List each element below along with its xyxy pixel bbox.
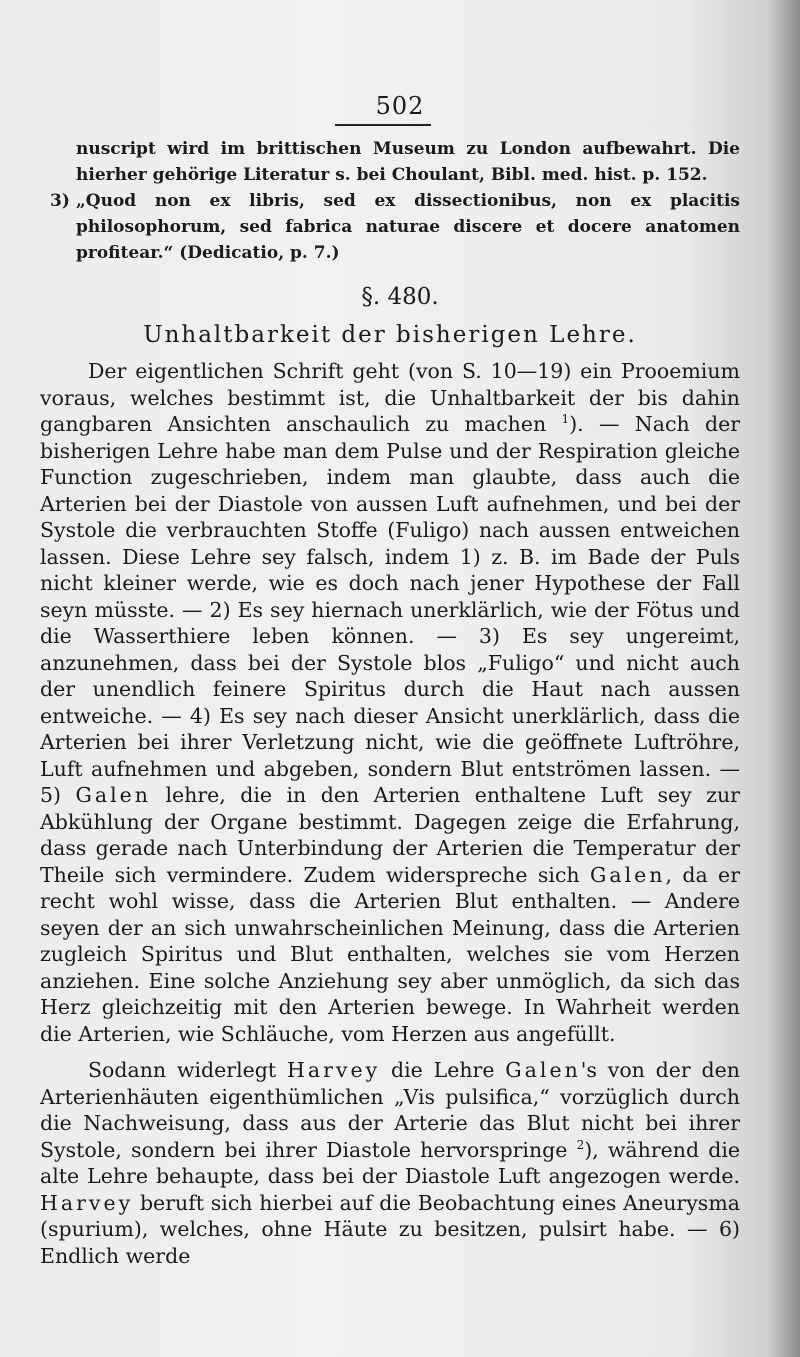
paragraph-1-part-c: lehre, die in den Arterien enthaltene Luft sey zur Abkühlung der Organe bestimmt. Dagegen zeige die Erfahrung, dass gerade nach Unterbindung der Arterien die Temperatur der Theile sich vermindere. Zudem widerspreche sich xyxy=(40,783,740,887)
paragraph-2-part-d: ), während die alte Lehre behaupte, dass bei der Diastole Luft angezogen werde. xyxy=(40,1137,741,1188)
footnote-ref-2: 2 xyxy=(576,1137,585,1152)
footnote-3-text: „Quod non ex libris, sed ex dissectionibus, non ex placitis philosophorum, sed fabrica naturae discere et docere anatomen profitear.“ (Dedicatio, p. 7.) xyxy=(76,191,740,263)
paragraph-1-part-d: , da er recht wohl wisse, dass die Arterien Blut enthalten. — Andere seyen der an sich unwahrscheinlichen Meinung, dass die Arterien zugleich Spiritus und Blut enthalten, welches sie vom Herzen anziehen. Eine solche Anziehung sey aber unmöglich, da sich das Herz gleichzeitig mit den Arterien bewege. In Wahrheit werden die Arterien, wie Schläuche, vom Herzen aus angefüllt. xyxy=(40,862,740,1046)
footnotes xyxy=(50,136,740,266)
body-text xyxy=(40,358,740,1269)
section-number: §. 480. xyxy=(361,284,439,310)
footnote-3 xyxy=(50,188,740,266)
footnote-ref-1: 1 xyxy=(561,412,570,427)
footnote-3-number: 3) xyxy=(50,191,70,211)
paragraph-2-part-c: 's von der den Arterienhäuten eigenthümlichen „Vis pulsifica,“ vorzüglich durch die Nachweisung, dass aus der Arterie das Blut nicht bei ihrer Systole, sondern bei ihrer Diastole hervorspringe xyxy=(40,1058,740,1162)
page-number-rule xyxy=(335,124,431,126)
name-galen: Galen xyxy=(590,862,666,887)
section-title: Unhaltbarkeit der bisherigen Lehre. xyxy=(143,322,637,348)
paragraph-2-part-b: die Lehre xyxy=(390,1058,495,1082)
paragraph-2-part-a: Sodann widerlegt xyxy=(88,1058,277,1082)
name-galen: Galen xyxy=(75,783,151,807)
name-harvey: Harvey xyxy=(40,1190,134,1215)
page-number: 502 xyxy=(375,92,425,120)
paragraph-1-part-b: ). — Nach der bisherigen Lehre habe man dem Pulse und der Respiration gleiche Function zugeschrieben, indem man glaubte, dass auch die Arterien bei der Diastole von aussen Luft aufnehmen, und bei der Systole die verbrauchten Stoffe (Fuligo) nach aussen entweichen lassen. Diese Lehre sey falsch, indem 1) z. B. im Bade der Puls nicht kleiner werde, wie es doch nach jener Hypothese der Fall seyn müsste. — 2) Es sey hiernach unerklärlich, wie der Fötus und die Wasserthiere leben können. — 3) Es sey ungereimt, anzunehmen, dass bei der Systole blos „Fuligo“ und nicht auch der unendlich feinere Spiritus durch die Haut nach aussen entweiche. — 4) Es sey nach dieser Ansicht unerklärlich, dass die Arterien bei ihrer Verletzung nicht, wie die geöffnete Luftröhre, Luft aufnehmen und abgeben, sondern Blut entströmen lassen. — 5) xyxy=(40,412,740,807)
footnote-continuation: nuscript wird im brittischen Museum zu London aufbewahrt. Die hierher gehörige Literatur s. bei Choulant, Bibl. med. hist. p. 152. xyxy=(76,139,740,185)
paragraph-2 xyxy=(40,1057,740,1269)
name-harvey: Harvey xyxy=(286,1058,381,1082)
paragraph-1 xyxy=(40,358,740,1047)
paragraph-1-part-a: Der eigentlichen Schrift geht (von S. 10—19) ein Prooemium voraus, welches bestimmt ist, die Unhaltbarkeit der bis dahin gangbaren Ansichten anschaulich zu machen xyxy=(40,359,740,436)
name-galen: Galen xyxy=(505,1058,581,1082)
paragraph-2-part-e: beruft sich hierbei auf die Beobachtung eines Aneurysma (spurium), welches, ohne Häute zu besitzen, pulsirt habe. — 6) Endlich werde xyxy=(40,1190,740,1268)
